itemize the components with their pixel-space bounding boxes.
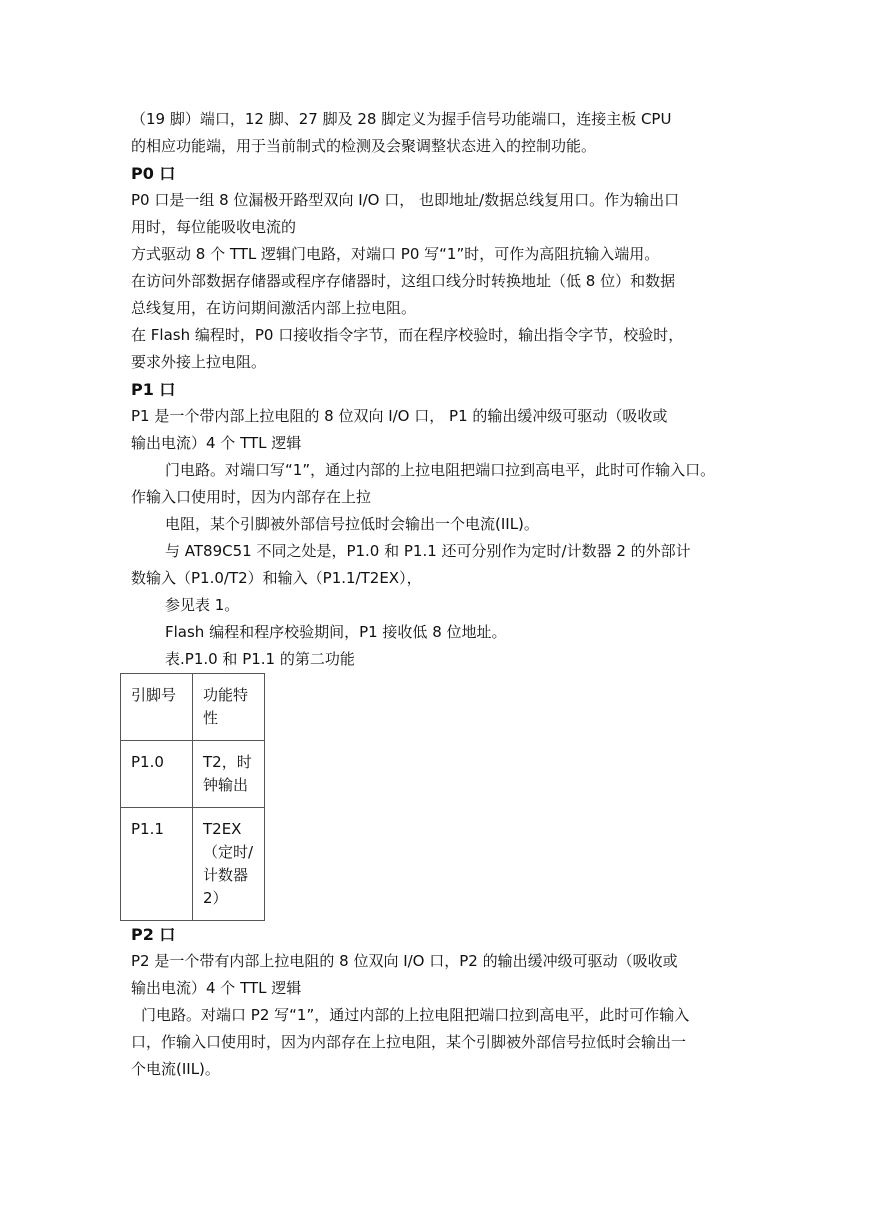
text-line: 在访问外部数据存储器或程序存储器时，这组口线分时转换地址（低 8 位）和数据 [131, 272, 676, 290]
text-line: 输出电流）4 个 TTL 逻辑 [131, 434, 302, 452]
func-text: （定时/ [203, 843, 254, 861]
table-caption: 表.P1.0 和 P1.1 的第二功能 [165, 650, 355, 668]
document-body [131, 106, 739, 1083]
text-line: 的相应功能端，用于当前制式的检测及会聚调整状态进入的控制功能。 [131, 137, 597, 155]
text-line: P0 口是一组 8 位漏极开路型双向 I/O 口， 也即地址/数据总线复用口。作为输出口 [131, 191, 680, 209]
text-line: 电阻，某个引脚被外部信号拉低时会输出一个电流(IIL)。 [165, 515, 539, 533]
heading-p1: P1 口 [131, 380, 176, 399]
table-cell [121, 741, 193, 808]
table-row [121, 741, 265, 808]
text-line: 在 Flash 编程时，P0 口接收指令字节，而在程序校验时，输出指令字节，校验时， [131, 326, 684, 344]
header-func: 性 [203, 709, 219, 727]
text-line: 门电路。对端口 P2 写“1”，通过内部的上拉电阻把端口拉到高电平，此时可作输入 [141, 1006, 690, 1024]
header-func: 功能特 [203, 686, 249, 704]
func-text: 2） [203, 889, 228, 907]
text-line: 门电路。对端口写“1”，通过内部的上拉电阻把端口拉到高电平，此时可作输入口。 [165, 461, 716, 479]
table-header-cell [121, 674, 193, 741]
text-line: 与 AT89C51 不同之处是，P1.0 和 P1.1 还可分别作为定时/计数器 2 的外部计 [165, 542, 691, 560]
func-text: T2EX [203, 820, 242, 838]
text-line: 要求外接上拉电阻。 [131, 353, 267, 371]
func-text: 计数器 [203, 866, 249, 884]
text-line: P2 是一个带有内部上拉电阻的 8 位双向 I/O 口，P2 的输出缓冲级可驱动（吸收或 [131, 952, 678, 970]
table-cell [193, 741, 265, 808]
text-line: （19 脚）端口，12 脚、27 脚及 28 脚定义为握手信号功能端口，连接主板 CPU [131, 110, 672, 128]
text-line: 总线复用，在访问期间激活内部上拉电阻。 [131, 299, 417, 317]
text-line: 数输入（P1.0/T2）和输入（P1.1/T2EX）， [131, 569, 422, 587]
text-line: Flash 编程和程序校验期间，P1 接收低 8 位地址。 [165, 623, 507, 641]
text-line: 方式驱动 8 个 TTL 逻辑门电路，对端口 P0 写“1”时，可作为高阻抗输入端用。 [131, 245, 660, 263]
text-line: 输出电流）4 个 TTL 逻辑 [131, 979, 302, 997]
heading-p2: P2 口 [131, 925, 176, 944]
header-pin: 引脚号 [131, 686, 177, 704]
func-text: T2，时 [203, 753, 252, 771]
pin-function-table [120, 673, 265, 921]
table-cell [121, 808, 193, 921]
pin-label: P1.0 [131, 753, 164, 771]
table-header-row [121, 674, 265, 741]
text-line: 作输入口使用时，因为内部存在上拉 [131, 488, 372, 506]
text-line: 参见表 1。 [165, 596, 240, 614]
table-cell [193, 808, 265, 921]
table-header-cell [193, 674, 265, 741]
table-row [121, 808, 265, 921]
heading-p0: P0 口 [131, 164, 176, 183]
pin-label: P1.1 [131, 820, 164, 838]
text-line: 个电流(IIL)。 [131, 1060, 220, 1078]
func-text: 钟输出 [203, 776, 249, 794]
text-line: 用时，每位能吸收电流的 [131, 218, 297, 236]
text-line: P1 是一个带内部上拉电阻的 8 位双向 I/O 口， P1 的输出缓冲级可驱动（吸收或 [131, 407, 668, 425]
text-line: 口，作输入口使用时，因为内部存在上拉电阻，某个引脚被外部信号拉低时会输出一 [131, 1033, 687, 1051]
